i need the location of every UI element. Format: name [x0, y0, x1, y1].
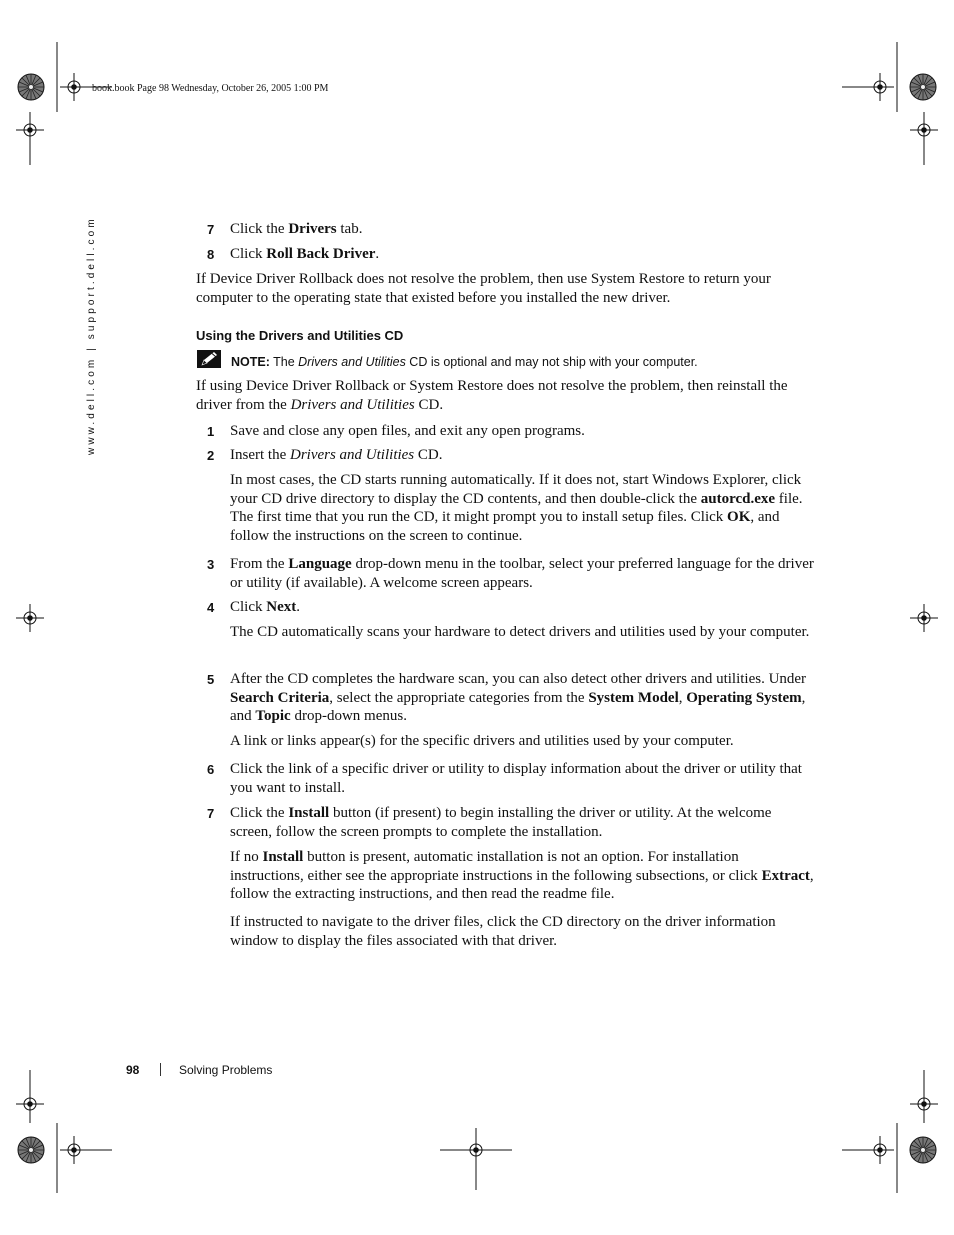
step-text: Click the Drivers tab. — [230, 221, 363, 237]
side-url: www.dell.com | support.dell.com — [86, 216, 97, 455]
step-text: After the CD completes the hardware scan, you can also detect other drivers and utilities. Under Search Criteria, select the appropriate categories from the System Model, Operating System, and Topic drop-down menus. — [230, 671, 807, 724]
step-text: Click the Install button (if present) to begin installing the driver or utility. At the welcome screen, follow the screen prompts to complete the installation. — [230, 805, 772, 840]
step-number: 3 — [207, 557, 215, 572]
step-text: Save and close any open files, and exit any open programs. — [230, 423, 585, 439]
ui-term: Roll Back Driver — [266, 246, 376, 262]
step-subparagraph: In most cases, the CD starts running automatically. If it does not, start Windows Explorer, click your CD drive directory to display the CD contents, and then double-click the autorcd.exe file. The first time that you run the CD, it might prompt you to install setup files. Click OK, and follow the instructions on the screen to continue. — [230, 472, 803, 544]
print-header-note: book.book Page 98 Wednesday, October 26, 2005 1:00 PM — [92, 83, 329, 94]
step-number: 7 — [207, 806, 215, 821]
step-number: 6 — [207, 762, 215, 777]
step-text: Click the link of a specific driver or utility to display information about the driver or utility that you want to install. — [230, 761, 802, 796]
rollback-paragraph: If Device Driver Rollback does not resolve the problem, then use System Restore to return your computer to the operating state that existed before you installed the new driver. — [196, 271, 771, 306]
ui-term: Drivers — [288, 221, 337, 237]
note-text: NOTE: The Drivers and Utilities CD is optional and may not ship with your computer. — [231, 355, 698, 369]
section-heading: Using the Drivers and Utilities CD — [196, 328, 404, 343]
step-subparagraph: If instructed to navigate to the driver files, click the CD directory on the driver information window to display the files associated with that driver. — [230, 914, 776, 949]
intro-paragraph: If using Device Driver Rollback or System Restore does not resolve the problem, then reinstall the driver from the Drivers and Utilities CD. — [196, 378, 788, 413]
step-subparagraph: A link or links appear(s) for the specific drivers and utilities used by your computer. — [230, 733, 734, 749]
step-text: Click Roll Back Driver. — [230, 246, 380, 262]
step-text: Click Next. — [230, 599, 300, 615]
step-number: 8 — [207, 247, 215, 262]
note-label: NOTE: — [231, 355, 270, 369]
step-number: 5 — [207, 672, 215, 687]
page-number: 98 — [126, 1063, 140, 1077]
step-number: 1 — [207, 424, 215, 439]
step-number: 7 — [207, 222, 215, 237]
step-subparagraph: The CD automatically scans your hardware to detect drivers and utilities used by your computer. — [230, 624, 810, 640]
step-text: Insert the Drivers and Utilities CD. — [230, 447, 443, 463]
step-text: From the Language drop-down menu in the toolbar, select your preferred language for the driver or utility (if available). A welcome screen appears. — [230, 556, 814, 591]
step-subparagraph: If no Install button is present, automatic installation is not an option. For installation instructions, either see the appropriate instructions in the following subsections, or click Extract, follow the extracting instructions, and then read the readme file. — [230, 849, 814, 902]
step-number: 4 — [207, 600, 215, 615]
step-number: 2 — [207, 448, 215, 463]
footer-section-title: Solving Problems — [179, 1063, 273, 1077]
